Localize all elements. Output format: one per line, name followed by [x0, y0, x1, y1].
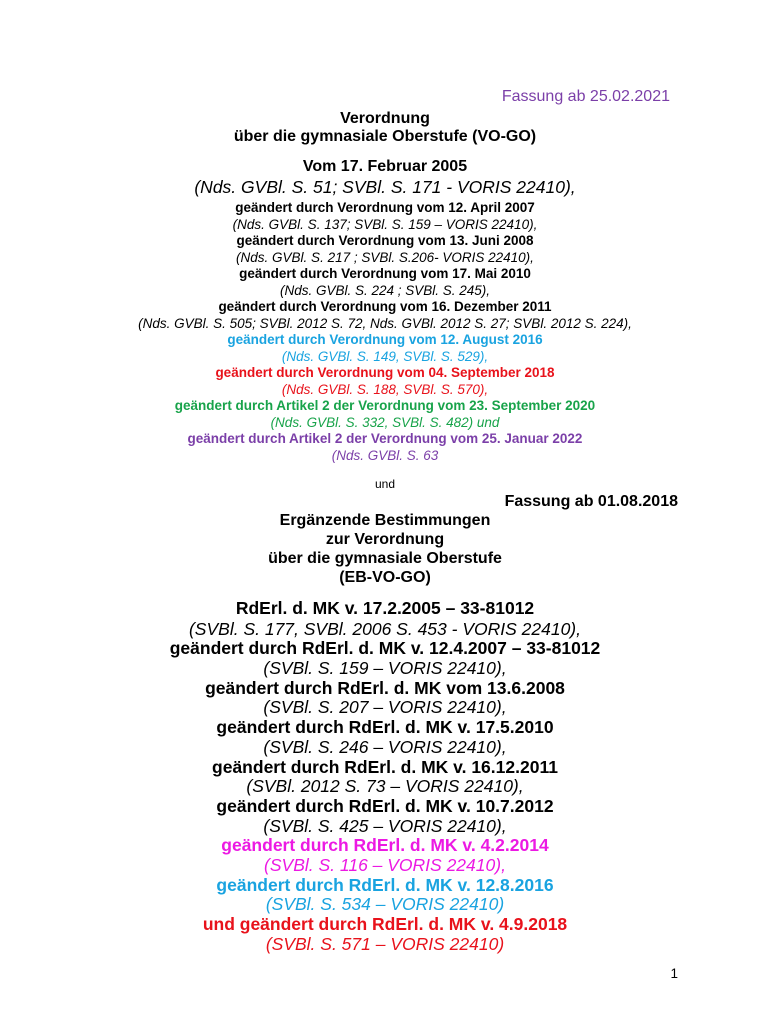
vogo-amendment: geändert durch Verordnung vom 04. September 2018 — [215, 365, 555, 380]
vogo-amendment: geändert durch Verordnung vom 16. Dezember 2011 — [218, 299, 552, 314]
vogo-amendment-ref: (Nds. GVBl. S. 332, SVBl. S. 482) und — [270, 415, 500, 430]
vogo-source: (Nds. GVBl. S. 51; SVBl. S. 171 - VORIS 22410), — [194, 177, 576, 197]
vogo-amendment: geändert durch Verordnung vom 17. Mai 2010 — [239, 266, 531, 281]
ebvogo-amendment-ref: (SVBl. S. 159 – VORIS 22410), — [263, 658, 507, 678]
vogo-amendment-ref: (Nds. GVBl. S. 217 ; SVBl. S.206- VORIS 22410), — [236, 250, 534, 265]
ebvogo-amendment-ref: (SVBl. 2012 S. 73 – VORIS 22410), — [246, 776, 524, 796]
ebvogo-amendment: geändert durch RdErl. d. MK v. 4.2.2014 — [221, 835, 549, 855]
ebvogo-title-line2: zur Verordnung — [325, 531, 445, 548]
vogo-date: Vom 17. Februar 2005 — [302, 158, 468, 175]
ebvogo-amendment-ref: (SVBl. S. 425 – VORIS 22410), — [263, 816, 507, 836]
vogo-amendment-ref: (Nds. GVBl. S. 188, SVBl. S. 570), — [281, 382, 489, 397]
ebvogo-amendment-ref: (SVBl. S. 207 – VORIS 22410), — [263, 697, 507, 717]
page-number: 1 — [670, 966, 678, 981]
ebvogo-amendment-ref: (SVBl. S. 246 – VORIS 22410), — [263, 737, 507, 757]
vogo-amendment: geändert durch Verordnung vom 12. August 2016 — [227, 332, 543, 347]
vogo-amendment: geändert durch Artikel 2 der Verordnung vom 25. Januar 2022 — [187, 431, 583, 446]
ebvogo-amendment: geändert durch RdErl. d. MK v. 12.4.2007 – 33-81012 — [169, 638, 601, 658]
ebvogo-amendment: geändert durch RdErl. d. MK vom 13.6.2008 — [205, 678, 565, 698]
ebvogo-amendment: geändert durch RdErl. d. MK v. 12.8.2016 — [216, 875, 554, 895]
ebvogo-title-line1: Ergänzende Bestimmungen — [279, 512, 491, 529]
ebvogo-version: Fassung ab 01.08.2018 — [504, 493, 678, 510]
vogo-amendment-ref: (Nds. GVBl. S. 137; SVBl. S. 159 – VORIS 22410), — [232, 217, 538, 232]
vogo-title-line1: Verordnung — [340, 110, 430, 127]
ebvogo-source: (SVBl. S. 177, SVBl. 2006 S. 453 - VORIS 22410), — [188, 619, 581, 639]
ebvogo-amendment: geändert durch RdErl. d. MK v. 17.5.2010 — [216, 717, 554, 737]
ebvogo-title-line3: über die gymnasiale Oberstufe — [268, 550, 502, 567]
ebvogo-amendment: und geändert durch RdErl. d. MK v. 4.9.2018 — [202, 914, 568, 934]
ebvogo-title-line4: (EB-VO-GO) — [339, 569, 431, 586]
ebvogo-amendment: geändert durch RdErl. d. MK v. 16.12.2011 — [212, 757, 558, 777]
ebvogo-amendment-ref: (SVBl. S. 534 – VORIS 22410) — [265, 894, 505, 914]
vogo-version: Fassung ab 25.02.2021 — [501, 88, 670, 105]
connector-text: und — [374, 477, 396, 491]
vogo-amendment-ref: (Nds. GVBl. S. 505; SVBl. 2012 S. 72, Nds. GVBl. 2012 S. 27; SVBl. 2012 S. 224), — [138, 316, 632, 331]
vogo-amendment: geändert durch Verordnung vom 13. Juni 2008 — [236, 233, 534, 248]
vogo-amendment-ref: (Nds. GVBl. S. 149, SVBl. S. 529), — [281, 349, 489, 364]
vogo-amendment: geändert durch Verordnung vom 12. April 2007 — [235, 200, 535, 215]
vogo-amendment: geändert durch Artikel 2 der Verordnung vom 23. September 2020 — [174, 398, 596, 413]
ebvogo-amendment-ref: (SVBl. S. 571 – VORIS 22410) — [265, 934, 505, 954]
ebvogo-decree: RdErl. d. MK v. 17.2.2005 – 33-81012 — [235, 598, 535, 618]
ebvogo-amendment-ref: (SVBl. S. 116 – VORIS 22410), — [264, 855, 506, 875]
vogo-title-line2: über die gymnasiale Oberstufe (VO-GO) — [233, 128, 537, 145]
ebvogo-amendment: geändert durch RdErl. d. MK v. 10.7.2012 — [216, 796, 554, 816]
vogo-amendment-ref: (Nds. GVBl. S. 63 — [331, 448, 439, 463]
vogo-amendment-ref: (Nds. GVBl. S. 224 ; SVBl. S. 245), — [279, 283, 491, 298]
